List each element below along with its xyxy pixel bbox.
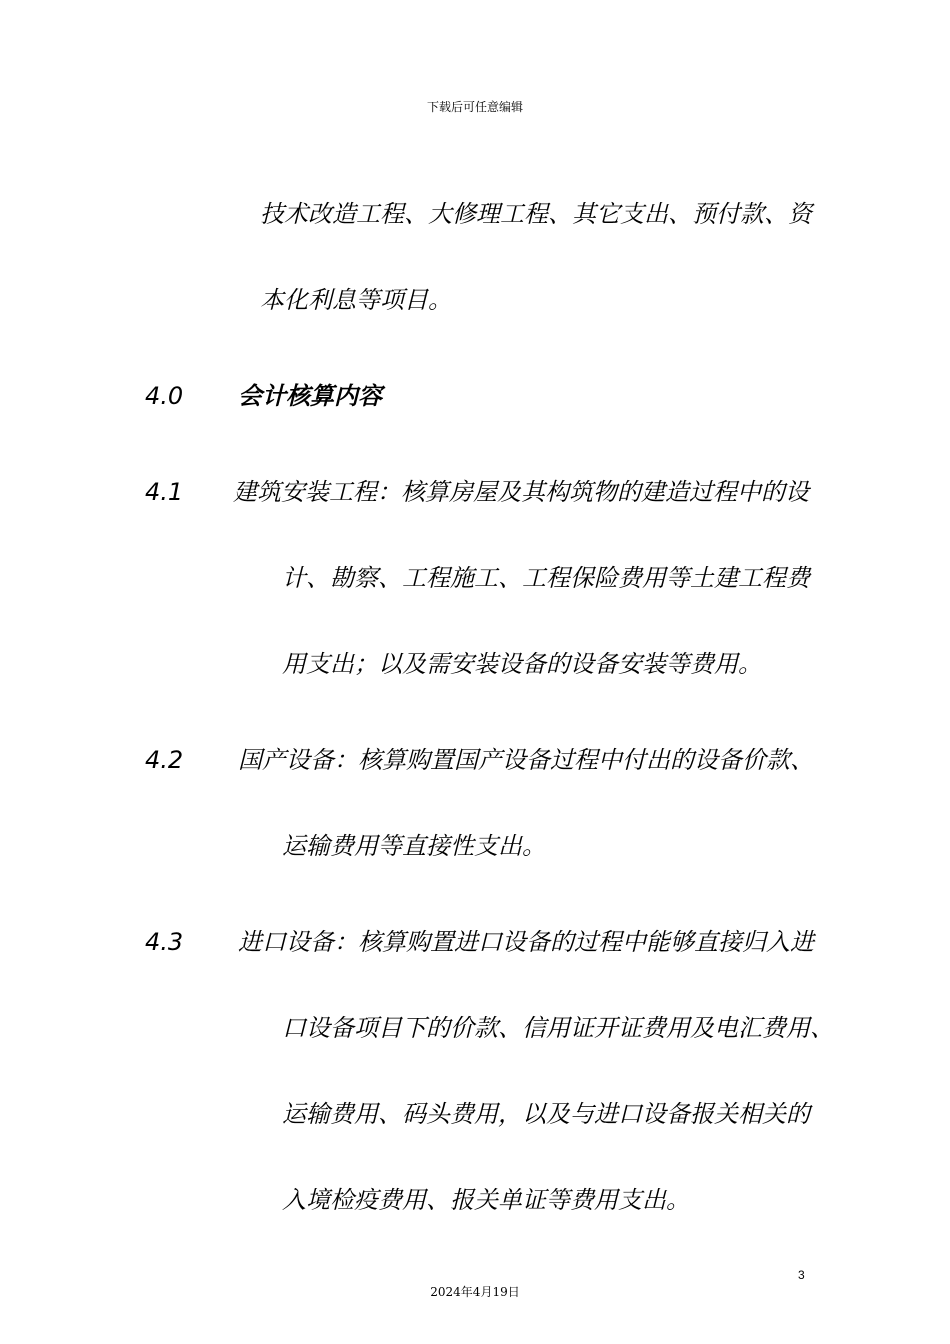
item-4-2-line-1: 国产设备：核算购置国产设备过程中付出的设备价款、 [238,746,814,774]
page-number: 3 [798,1268,805,1282]
item-4-3-line-3: 运输费用、码头费用，以及与进口设备报关相关的 [282,1100,810,1128]
item-4-2-number: 4.2 [145,746,184,774]
intro-line-1: 技术改造工程、大修理工程、其它支出、预付款、资 [260,200,812,228]
item-4-1-line-3: 用支出；以及需安装设备的设备安装等费用。 [282,650,762,678]
page-header: 下载后可任意编辑 [426,100,523,114]
item-4-1-line-1: 建筑安装工程：核算房屋及其构筑物的建造过程中的设 [233,478,809,506]
item-4-3-line-4: 入境检疫费用、报关单证等费用支出。 [282,1186,690,1214]
item-4-1-line-2: 计、勘察、工程施工、工程保险费用等土建工程费 [282,564,810,592]
item-4-2-line-2: 运输费用等直接性支出。 [282,832,546,860]
item-4-3-line-2: 口设备项目下的价款、信用证开证费用及电汇费用、 [282,1014,834,1042]
intro-line-2: 本化利息等项目。 [260,286,452,314]
item-4-3-line-1: 进口设备：核算购置进口设备的过程中能够直接归入进 [238,928,814,956]
section-title: 会计核算内容 [238,382,382,410]
page-footer-date: 2024年4月19日 [430,1285,520,1299]
item-4-3-number: 4.3 [145,928,184,956]
item-4-1-number: 4.1 [145,478,184,506]
section-number: 4.0 [145,382,184,410]
